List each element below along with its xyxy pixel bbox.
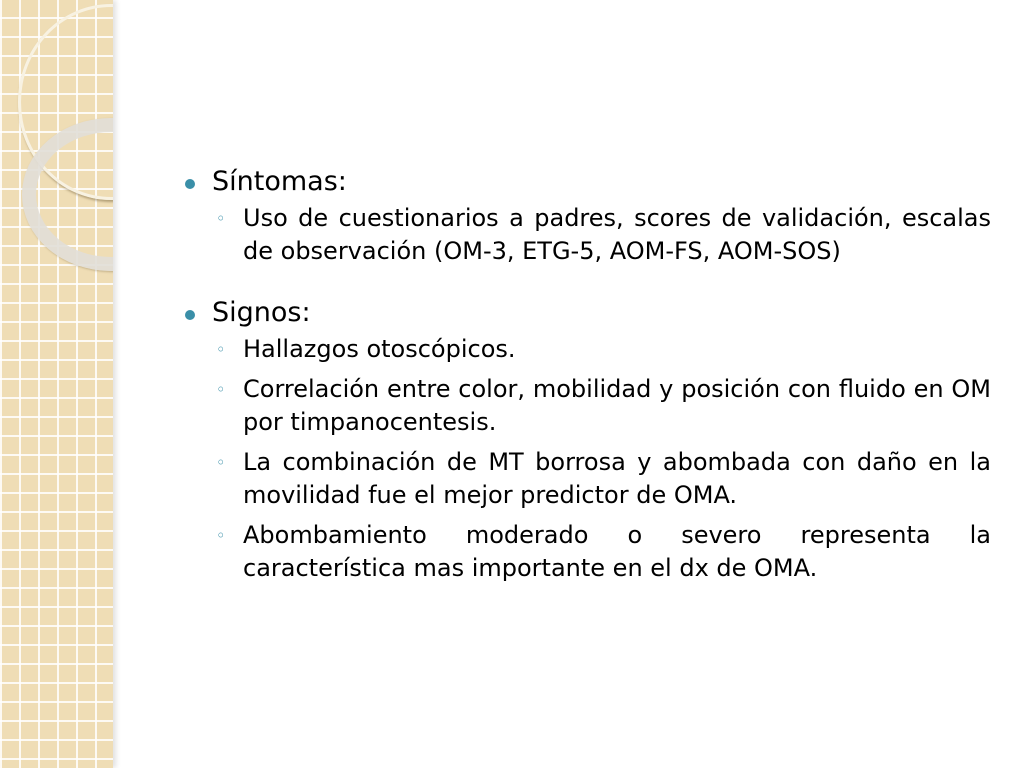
circle-bullet-icon: ◦ xyxy=(216,526,226,545)
sub-bullet: ◦ Hallazgos otoscópicos. xyxy=(243,333,991,366)
decorative-sidebar xyxy=(0,0,113,768)
slide-content xyxy=(185,164,991,585)
sub-bullet: ◦ Uso de cuestionarios a padres, scores de validación, escalas de observación (OM-3, ETG-5, AOM-FS, AOM-SOS) xyxy=(216,204,991,265)
circle-bullet-icon: ◦ xyxy=(216,340,226,359)
sub-bullet: ◦ Correlación entre color, mobilidad y posición con fluido en OM por timpanocentesis. xyxy=(216,375,991,436)
circle-bullet-icon: ◦ xyxy=(216,380,226,399)
circle-bullet-icon: ◦ xyxy=(216,209,226,228)
bullet-signos: Signos: xyxy=(185,295,991,331)
bullet-sintomas: Síntomas: xyxy=(185,164,991,200)
sub-bullet: ◦ Abombamiento moderado o severo representa la característica mas importante en el dx de OMA. xyxy=(216,521,991,582)
circle-bullet-icon: ◦ xyxy=(216,453,226,472)
sub-bullet: ◦ La combinación de MT borrosa y abombada con daño en la movilidad fue el mejor predictor de OMA. xyxy=(216,448,991,509)
